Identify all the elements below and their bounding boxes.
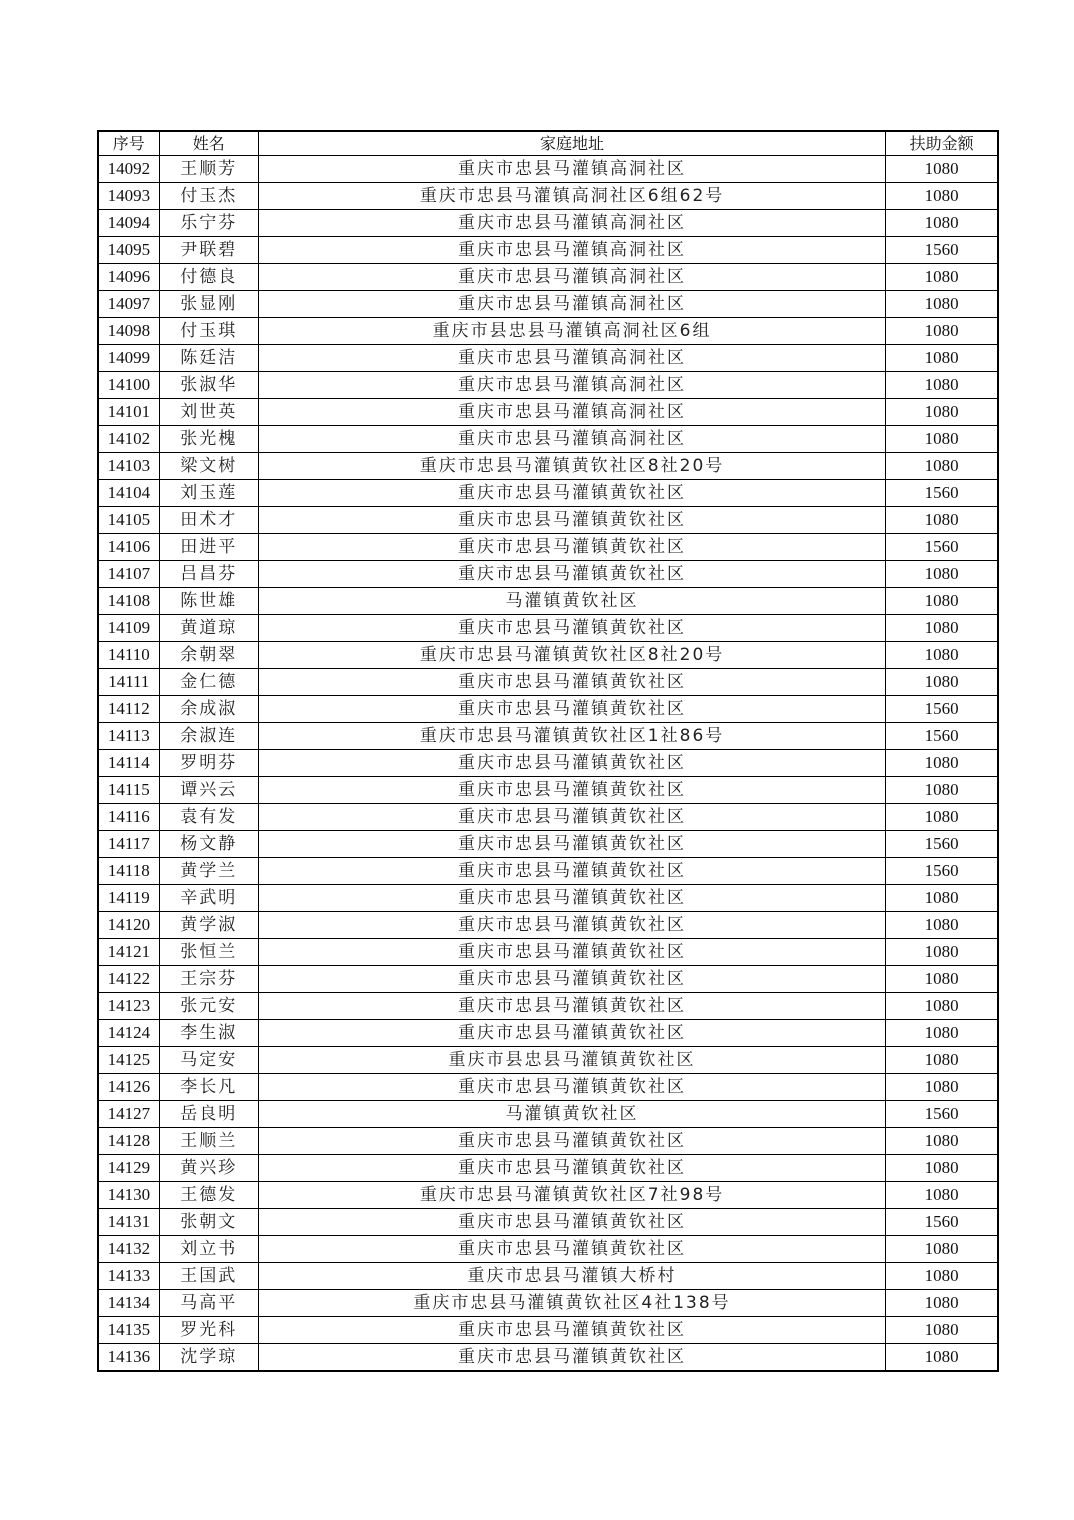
table-row: [98, 1074, 998, 1101]
cell-name: 余成淑: [159, 696, 258, 723]
cell-name: 杨文静: [159, 831, 258, 858]
cell-home-address: 重庆市县忠县马灌镇高洞社区6组: [258, 318, 885, 345]
cell-name: 黄道琼: [159, 615, 258, 642]
cell-home-address: 重庆市忠县马灌镇高洞社区: [258, 291, 885, 318]
table-row: [98, 723, 998, 750]
cell-name: 罗明芬: [159, 750, 258, 777]
cell-home-address: 重庆市忠县马灌镇黄钦社区4社138号: [258, 1290, 885, 1317]
cell-assistance-amount: 1080: [886, 210, 998, 237]
table-row: [98, 372, 998, 399]
cell-assistance-amount: 1080: [886, 1182, 998, 1209]
table-row: [98, 885, 998, 912]
cell-assistance-amount: 1080: [886, 507, 998, 534]
cell-home-address: 重庆市忠县马灌镇黄钦社区7社98号: [258, 1182, 885, 1209]
cell-assistance-amount: 1080: [886, 318, 998, 345]
cell-home-address: 重庆市忠县马灌镇黄钦社区: [258, 615, 885, 642]
cell-home-address: 重庆市忠县马灌镇黄钦社区: [258, 993, 885, 1020]
cell-serial-number: 14104: [98, 480, 159, 507]
cell-home-address: 重庆市忠县马灌镇黄钦社区: [258, 669, 885, 696]
table-row: [98, 912, 998, 939]
cell-name: 王德发: [159, 1182, 258, 1209]
cell-serial-number: 14133: [98, 1263, 159, 1290]
cell-serial-number: 14118: [98, 858, 159, 885]
cell-home-address: 重庆市忠县马灌镇高洞社区6组62号: [258, 183, 885, 210]
cell-serial-number: 14093: [98, 183, 159, 210]
cell-name: 黄学淑: [159, 912, 258, 939]
cell-serial-number: 14101: [98, 399, 159, 426]
cell-name: 刘世英: [159, 399, 258, 426]
cell-name: 李长凡: [159, 1074, 258, 1101]
table-row: [98, 831, 998, 858]
table-row: [98, 1128, 998, 1155]
cell-name: 王宗芬: [159, 966, 258, 993]
cell-serial-number: 14106: [98, 534, 159, 561]
cell-name: 刘玉莲: [159, 480, 258, 507]
cell-assistance-amount: 1560: [886, 237, 998, 264]
table-row: [98, 777, 998, 804]
cell-assistance-amount: 1080: [886, 399, 998, 426]
cell-name: 陈世雄: [159, 588, 258, 615]
cell-name: 沈学琼: [159, 1344, 258, 1372]
cell-assistance-amount: 1560: [886, 1101, 998, 1128]
cell-serial-number: 14108: [98, 588, 159, 615]
cell-assistance-amount: 1080: [886, 966, 998, 993]
cell-assistance-amount: 1080: [886, 291, 998, 318]
header-serial-number: 序号: [98, 131, 159, 156]
cell-home-address: 重庆市县忠县马灌镇黄钦社区: [258, 1047, 885, 1074]
table-row: [98, 561, 998, 588]
cell-serial-number: 14117: [98, 831, 159, 858]
table-row: [98, 534, 998, 561]
table-row: [98, 318, 998, 345]
cell-home-address: 重庆市忠县马灌镇黄钦社区: [258, 912, 885, 939]
cell-name: 黄学兰: [159, 858, 258, 885]
cell-serial-number: 14136: [98, 1344, 159, 1372]
cell-assistance-amount: 1080: [886, 912, 998, 939]
table-row: [98, 1344, 998, 1372]
cell-name: 田进平: [159, 534, 258, 561]
cell-serial-number: 14110: [98, 642, 159, 669]
cell-name: 黄兴珍: [159, 1155, 258, 1182]
cell-assistance-amount: 1080: [886, 642, 998, 669]
cell-serial-number: 14125: [98, 1047, 159, 1074]
cell-serial-number: 14129: [98, 1155, 159, 1182]
cell-name: 梁文树: [159, 453, 258, 480]
cell-name: 罗光科: [159, 1317, 258, 1344]
cell-assistance-amount: 1080: [886, 1263, 998, 1290]
table-row: [98, 1101, 998, 1128]
cell-serial-number: 14114: [98, 750, 159, 777]
cell-serial-number: 14103: [98, 453, 159, 480]
cell-name: 辛武明: [159, 885, 258, 912]
cell-assistance-amount: 1080: [886, 1020, 998, 1047]
cell-home-address: 重庆市忠县马灌镇黄钦社区: [258, 939, 885, 966]
table-row: [98, 183, 998, 210]
cell-home-address: 重庆市忠县马灌镇高洞社区: [258, 426, 885, 453]
assistance-roster-table: [97, 130, 999, 1372]
table-row: [98, 615, 998, 642]
cell-serial-number: 14092: [98, 156, 159, 183]
cell-serial-number: 14122: [98, 966, 159, 993]
table-row: [98, 750, 998, 777]
cell-assistance-amount: 1080: [886, 669, 998, 696]
table-row: [98, 1020, 998, 1047]
table-row: [98, 237, 998, 264]
cell-home-address: 重庆市忠县马灌镇黄钦社区: [258, 1020, 885, 1047]
cell-serial-number: 14112: [98, 696, 159, 723]
table-body: [98, 156, 998, 1372]
cell-name: 马高平: [159, 1290, 258, 1317]
cell-name: 尹联碧: [159, 237, 258, 264]
header-assistance-amount: 扶助金额: [886, 131, 998, 156]
cell-home-address: 重庆市忠县马灌镇黄钦社区: [258, 831, 885, 858]
cell-assistance-amount: 1560: [886, 696, 998, 723]
cell-home-address: 重庆市忠县马灌镇黄钦社区: [258, 1344, 885, 1372]
header-row: [98, 131, 998, 156]
cell-assistance-amount: 1080: [886, 1155, 998, 1182]
table-row: [98, 345, 998, 372]
cell-home-address: 重庆市忠县马灌镇黄钦社区: [258, 777, 885, 804]
cell-name: 王顺兰: [159, 1128, 258, 1155]
cell-home-address: 马灌镇黄钦社区: [258, 1101, 885, 1128]
cell-serial-number: 14120: [98, 912, 159, 939]
table-row: [98, 210, 998, 237]
cell-home-address: 重庆市忠县马灌镇黄钦社区: [258, 1317, 885, 1344]
table-row: [98, 696, 998, 723]
table-row: [98, 264, 998, 291]
cell-serial-number: 14095: [98, 237, 159, 264]
table-row: [98, 1317, 998, 1344]
cell-name: 马定安: [159, 1047, 258, 1074]
cell-assistance-amount: 1080: [886, 1317, 998, 1344]
cell-home-address: 重庆市忠县马灌镇黄钦社区: [258, 1236, 885, 1263]
cell-serial-number: 14134: [98, 1290, 159, 1317]
cell-name: 田术才: [159, 507, 258, 534]
table-row: [98, 156, 998, 183]
cell-serial-number: 14100: [98, 372, 159, 399]
cell-assistance-amount: 1080: [886, 345, 998, 372]
cell-serial-number: 14124: [98, 1020, 159, 1047]
cell-name: 付德良: [159, 264, 258, 291]
cell-name: 张朝文: [159, 1209, 258, 1236]
cell-serial-number: 14094: [98, 210, 159, 237]
table-row: [98, 669, 998, 696]
table-row: [98, 1236, 998, 1263]
cell-name: 余淑连: [159, 723, 258, 750]
cell-home-address: 重庆市忠县马灌镇黄钦社区: [258, 1209, 885, 1236]
cell-assistance-amount: 1080: [886, 1074, 998, 1101]
header-name: 姓名: [159, 131, 258, 156]
cell-assistance-amount: 1080: [886, 804, 998, 831]
cell-assistance-amount: 1560: [886, 831, 998, 858]
table-row: [98, 1290, 998, 1317]
cell-assistance-amount: 1080: [886, 372, 998, 399]
cell-name: 李生淑: [159, 1020, 258, 1047]
cell-assistance-amount: 1560: [886, 858, 998, 885]
cell-assistance-amount: 1080: [886, 1290, 998, 1317]
table-row: [98, 1155, 998, 1182]
cell-assistance-amount: 1560: [886, 534, 998, 561]
table-row: [98, 642, 998, 669]
cell-home-address: 重庆市忠县马灌镇黄钦社区8社20号: [258, 453, 885, 480]
table-row: [98, 1209, 998, 1236]
cell-serial-number: 14123: [98, 993, 159, 1020]
cell-assistance-amount: 1080: [886, 1236, 998, 1263]
cell-name: 陈廷洁: [159, 345, 258, 372]
cell-home-address: 重庆市忠县马灌镇高洞社区: [258, 237, 885, 264]
cell-assistance-amount: 1080: [886, 264, 998, 291]
cell-assistance-amount: 1080: [886, 561, 998, 588]
cell-name: 余朝翠: [159, 642, 258, 669]
cell-home-address: 重庆市忠县马灌镇高洞社区: [258, 210, 885, 237]
cell-name: 金仁德: [159, 669, 258, 696]
cell-assistance-amount: 1080: [886, 1047, 998, 1074]
cell-home-address: 重庆市忠县马灌镇高洞社区: [258, 399, 885, 426]
table-row: [98, 588, 998, 615]
table-row: [98, 399, 998, 426]
cell-name: 张恒兰: [159, 939, 258, 966]
cell-name: 岳良明: [159, 1101, 258, 1128]
cell-assistance-amount: 1080: [886, 453, 998, 480]
table-row: [98, 966, 998, 993]
cell-name: 张淑华: [159, 372, 258, 399]
cell-home-address: 重庆市忠县马灌镇黄钦社区: [258, 561, 885, 588]
cell-assistance-amount: 1080: [886, 750, 998, 777]
cell-name: 王国武: [159, 1263, 258, 1290]
cell-home-address: 重庆市忠县马灌镇黄钦社区: [258, 885, 885, 912]
cell-serial-number: 14132: [98, 1236, 159, 1263]
cell-home-address: 重庆市忠县马灌镇黄钦社区: [258, 750, 885, 777]
cell-name: 谭兴云: [159, 777, 258, 804]
cell-home-address: 重庆市忠县马灌镇高洞社区: [258, 156, 885, 183]
table-row: [98, 939, 998, 966]
cell-home-address: 重庆市忠县马灌镇黄钦社区: [258, 1074, 885, 1101]
cell-home-address: 重庆市忠县马灌镇黄钦社区: [258, 1155, 885, 1182]
header-home-address: 家庭地址: [258, 131, 885, 156]
cell-serial-number: 14113: [98, 723, 159, 750]
table-row: [98, 480, 998, 507]
cell-assistance-amount: 1080: [886, 588, 998, 615]
cell-name: 王顺芳: [159, 156, 258, 183]
cell-serial-number: 14099: [98, 345, 159, 372]
cell-serial-number: 14097: [98, 291, 159, 318]
table-header: [98, 131, 998, 156]
cell-home-address: 重庆市忠县马灌镇黄钦社区: [258, 534, 885, 561]
table-row: [98, 291, 998, 318]
cell-home-address: 重庆市忠县马灌镇大桥村: [258, 1263, 885, 1290]
cell-serial-number: 14126: [98, 1074, 159, 1101]
cell-serial-number: 14098: [98, 318, 159, 345]
cell-assistance-amount: 1080: [886, 1344, 998, 1372]
cell-name: 张显刚: [159, 291, 258, 318]
cell-home-address: 重庆市忠县马灌镇黄钦社区: [258, 480, 885, 507]
cell-serial-number: 14119: [98, 885, 159, 912]
cell-assistance-amount: 1080: [886, 939, 998, 966]
cell-home-address: 马灌镇黄钦社区: [258, 588, 885, 615]
cell-home-address: 重庆市忠县马灌镇高洞社区: [258, 264, 885, 291]
table-row: [98, 1182, 998, 1209]
cell-assistance-amount: 1080: [886, 777, 998, 804]
cell-assistance-amount: 1080: [886, 426, 998, 453]
cell-assistance-amount: 1080: [886, 993, 998, 1020]
cell-name: 乐宁芬: [159, 210, 258, 237]
cell-home-address: 重庆市忠县马灌镇黄钦社区: [258, 1128, 885, 1155]
cell-home-address: 重庆市忠县马灌镇黄钦社区8社20号: [258, 642, 885, 669]
cell-serial-number: 14115: [98, 777, 159, 804]
cell-assistance-amount: 1080: [886, 615, 998, 642]
cell-serial-number: 14127: [98, 1101, 159, 1128]
cell-serial-number: 14135: [98, 1317, 159, 1344]
table-row: [98, 1263, 998, 1290]
cell-home-address: 重庆市忠县马灌镇黄钦社区: [258, 858, 885, 885]
cell-name: 刘立书: [159, 1236, 258, 1263]
cell-home-address: 重庆市忠县马灌镇黄钦社区: [258, 966, 885, 993]
table-row: [98, 453, 998, 480]
cell-serial-number: 14107: [98, 561, 159, 588]
table-row: [98, 426, 998, 453]
cell-home-address: 重庆市忠县马灌镇黄钦社区: [258, 507, 885, 534]
cell-serial-number: 14128: [98, 1128, 159, 1155]
table-row: [98, 804, 998, 831]
cell-serial-number: 14105: [98, 507, 159, 534]
cell-serial-number: 14121: [98, 939, 159, 966]
table-row: [98, 1047, 998, 1074]
cell-name: 张元安: [159, 993, 258, 1020]
cell-name: 付玉杰: [159, 183, 258, 210]
cell-name: 付玉琪: [159, 318, 258, 345]
cell-home-address: 重庆市忠县马灌镇黄钦社区: [258, 696, 885, 723]
cell-name: 张光槐: [159, 426, 258, 453]
cell-home-address: 重庆市忠县马灌镇黄钦社区: [258, 804, 885, 831]
cell-serial-number: 14111: [98, 669, 159, 696]
cell-serial-number: 14130: [98, 1182, 159, 1209]
cell-serial-number: 14096: [98, 264, 159, 291]
cell-assistance-amount: 1080: [886, 156, 998, 183]
cell-assistance-amount: 1560: [886, 1209, 998, 1236]
table-row: [98, 858, 998, 885]
cell-home-address: 重庆市忠县马灌镇黄钦社区1社86号: [258, 723, 885, 750]
cell-name: 吕昌芬: [159, 561, 258, 588]
cell-serial-number: 14102: [98, 426, 159, 453]
table-row: [98, 507, 998, 534]
cell-assistance-amount: 1080: [886, 1128, 998, 1155]
cell-assistance-amount: 1560: [886, 723, 998, 750]
cell-assistance-amount: 1080: [886, 885, 998, 912]
cell-assistance-amount: 1080: [886, 183, 998, 210]
cell-serial-number: 14109: [98, 615, 159, 642]
cell-serial-number: 14116: [98, 804, 159, 831]
cell-assistance-amount: 1560: [886, 480, 998, 507]
cell-home-address: 重庆市忠县马灌镇高洞社区: [258, 372, 885, 399]
cell-serial-number: 14131: [98, 1209, 159, 1236]
cell-name: 袁有发: [159, 804, 258, 831]
table-row: [98, 993, 998, 1020]
cell-home-address: 重庆市忠县马灌镇高洞社区: [258, 345, 885, 372]
